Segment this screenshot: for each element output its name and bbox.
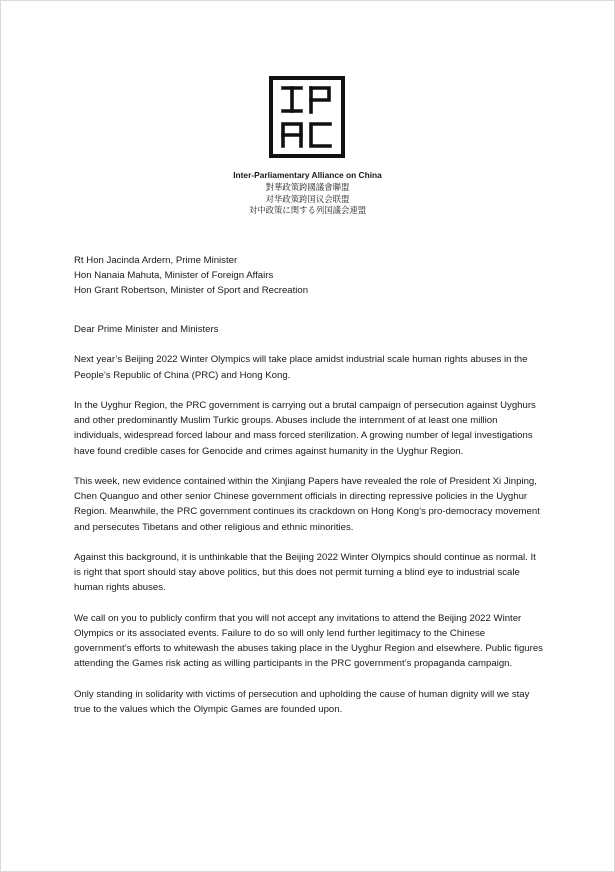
addressee-line: Hon Grant Robertson, Minister of Sport and Recreation	[74, 285, 309, 297]
addressee-list	[74, 253, 308, 299]
organization-name-en: Inter-Parliamentary Alliance on China	[233, 170, 382, 180]
letter-paragraph: This week, new evidence contained within the Xinjiang Papers have revealed the role of President Xi Jinping, Chen Quanguo and other senior Chinese government officials in directing repressive policies in the Uyghur Region. Meanwhile, the PRC government continues its crackdown on Hong Kong’s pro-democracy movement and persecutes Tibetans and other religious and ethnic minorities.	[74, 475, 540, 533]
organization-name-ja: 対中政策に関する列国議会連盟	[248, 205, 367, 216]
organization-header	[0, 170, 615, 217]
letter-paragraph: Next year’s Beijing 2022 Winter Olympics will take place amidst industrial scale human rights abuses in the People’s Republic of China (PRC) and Hong Kong.	[74, 354, 528, 381]
ipac-logo	[269, 76, 345, 158]
letter-paragraph: We call on you to publicly confirm that you will not accept any invitations to attend the Beijing 2022 Winter Olympics or its associated events. Failure to do so will only lend further legitimacy to the Chinese government’s efforts to whitewash the abuses taking place in the Uyghur Region and elsewhere. Public figures attending the Games risk acting as willing participants in the PRC government’s propaganda campaign.	[74, 612, 543, 670]
organization-name-zh-traditional: 對華政策跨國議會聯盟	[265, 181, 350, 192]
letter-paragraph: Only standing in solidarity with victims of persecution and upholding the cause of human dignity will we stay true to the values which the Olympic Games are founded upon.	[74, 688, 530, 715]
ipac-logo-mark	[273, 80, 341, 154]
addressee-line: Hon Nanaia Mahuta, Minister of Foreign Affairs	[74, 270, 274, 282]
salutation: Dear Prime Minister and Ministers	[74, 324, 219, 335]
letter-body	[74, 322, 544, 732]
letter-paragraph: In the Uyghur Region, the PRC government is carrying out a brutal campaign of persecution against Uyghurs and other predominantly Muslim Turkic groups. Abuses include the internment of at least one million individuals, widespread forced labour and mass forced sterilization. A growing number of legal investigations have found credible cases for Genocide and crimes against humanity in the Uyghur Region.	[74, 399, 536, 457]
addressee-line: Rt Hon Jacinda Ardern, Prime Minister	[74, 255, 238, 266]
letter-paragraph: Against this background, it is unthinkable that the Beijing 2022 Winter Olympics should continue as normal. It is right that sport should stay above politics, but this does not permit turning a blind eye to industrial scale human rights abuses.	[74, 551, 536, 594]
organization-name-zh-simplified: 对华政策跨国议会联盟	[265, 193, 350, 204]
